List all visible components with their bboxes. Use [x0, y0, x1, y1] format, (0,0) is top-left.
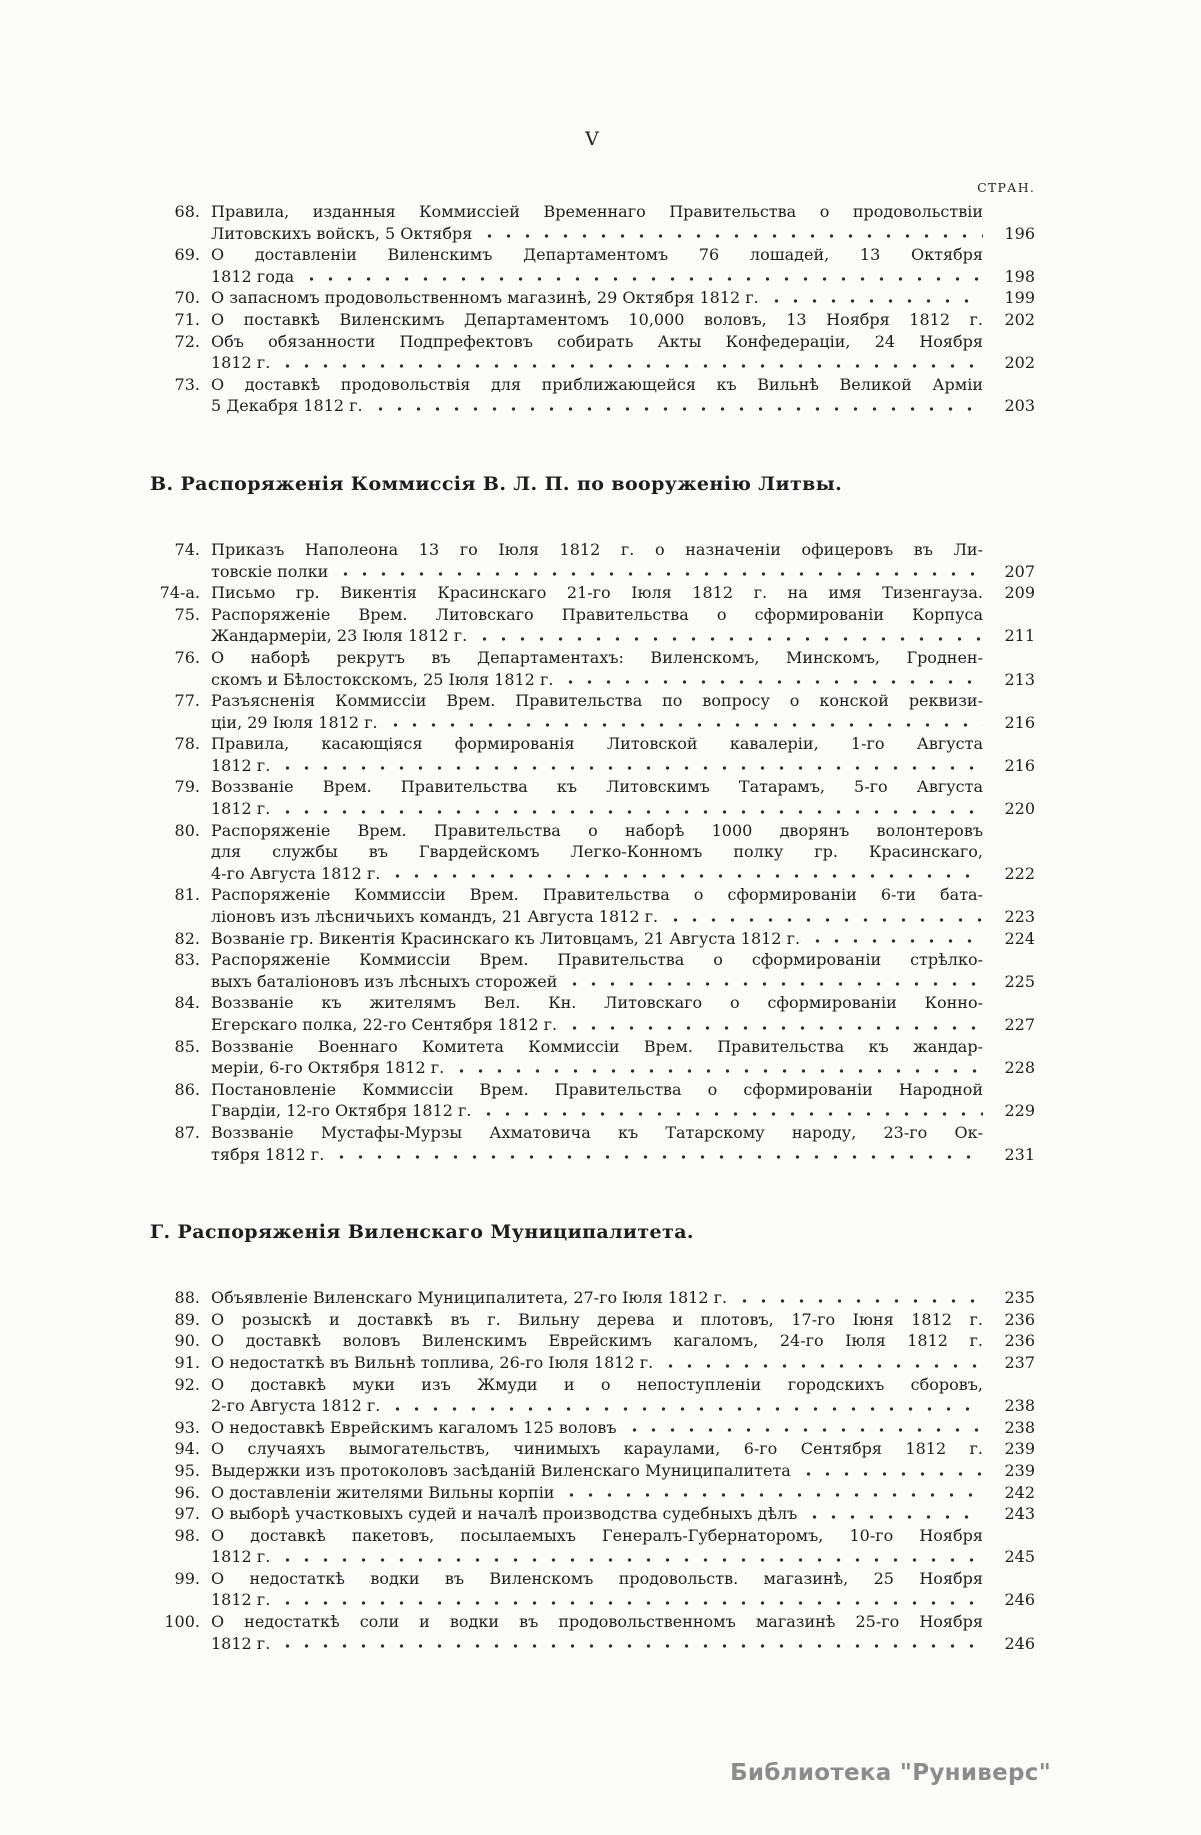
- entry-number: 68.: [174, 202, 200, 221]
- entry-text: [211, 1460, 983, 1482]
- entry-text: [211, 820, 983, 885]
- dot-leader: [270, 755, 983, 777]
- entry-line: [211, 1460, 983, 1482]
- page-column-header: СТРАН.: [977, 180, 1035, 195]
- toc-entry: [150, 1309, 1035, 1331]
- entry-page: 207: [1004, 561, 1035, 581]
- dot-leader: [727, 1287, 983, 1309]
- entry-page: 202: [1004, 353, 1035, 373]
- entry-page: 231: [1004, 1144, 1035, 1164]
- entry-page: 223: [1004, 907, 1035, 927]
- entry-text: [211, 539, 983, 582]
- entry-page: 229: [1004, 1101, 1035, 1121]
- toc-entry: [150, 539, 1035, 582]
- dot-leader: [471, 1100, 983, 1122]
- toc-entry: [150, 374, 1035, 417]
- entry-number: 69.: [174, 245, 200, 265]
- toc-entry: [150, 1438, 1035, 1460]
- entry-page: 198: [1004, 266, 1035, 286]
- toc-entry: [150, 1330, 1035, 1352]
- entry-line-text: Литовскихъ войскъ, 5 Октября: [211, 223, 473, 243]
- toc-entry: [150, 928, 1035, 950]
- entry-line: [211, 266, 983, 288]
- entry-page: 225: [1004, 971, 1035, 991]
- entry-text: [211, 374, 983, 417]
- entry-page: 237: [1004, 1352, 1035, 1372]
- entry-text: [211, 1568, 983, 1611]
- entry-line: О поставкѣ Виленскимъ Департаментомъ 10,000 воловъ, 13 Ноября 1812 г.: [211, 309, 983, 329]
- entry-line: О доставкѣ пакетовъ, посылаемыхъ Генералъ-Губернаторомъ, 10-го Ноября: [211, 1525, 983, 1545]
- toc-entry: [150, 604, 1035, 647]
- entry-page: 202: [1004, 309, 1035, 329]
- entry-page: 235: [1004, 1288, 1035, 1308]
- entry-text: [211, 604, 983, 647]
- entry-line: [211, 1100, 983, 1122]
- entry-text: [211, 1438, 983, 1460]
- entry-line-text: 1812 г.: [211, 353, 271, 373]
- entry-line: О доставленіи Виленскимъ Департаментомъ 76 лошадей, 13 Октября: [211, 245, 983, 265]
- entry-line: [211, 1287, 983, 1309]
- dot-leader: [554, 1482, 983, 1504]
- entry-text: [211, 331, 983, 374]
- entry-text: [211, 582, 983, 604]
- entry-page: 236: [1004, 1309, 1035, 1329]
- library-watermark: Библиотека "Руниверс": [730, 1760, 1051, 1786]
- entry-number: 95.: [174, 1460, 200, 1480]
- entry-page: 213: [1004, 669, 1035, 689]
- toc-entry: [150, 1503, 1035, 1525]
- entry-line-text: 1812 г.: [211, 799, 271, 819]
- entry-text: [211, 992, 983, 1035]
- entry-line-text: ціи, 29 Іюля 1812 г.: [211, 712, 378, 732]
- entry-line: [211, 1482, 983, 1504]
- dot-leader: [472, 223, 983, 245]
- entry-number: 94.: [174, 1439, 200, 1459]
- entry-text: [211, 884, 983, 927]
- dot-leader: [653, 1352, 983, 1374]
- entry-line: [211, 1546, 983, 1568]
- entry-text: [211, 244, 983, 287]
- entry-line: [211, 863, 983, 885]
- entry-line-text: 1812 г.: [211, 1590, 271, 1610]
- entry-line: Распоряженіе Коммиссіи Врем. Правительства о сформированіи 6-ти бата-: [211, 885, 983, 905]
- entry-number: 78.: [174, 734, 200, 754]
- entry-line: [211, 395, 983, 417]
- dot-leader: [378, 712, 983, 734]
- entry-text: [211, 1482, 983, 1504]
- dot-leader: [557, 1014, 983, 1036]
- entry-page: 246: [1004, 1590, 1035, 1610]
- entry-line: [211, 928, 983, 950]
- entry-line: Разъясненія Коммиссіи Врем. Правительства по вопросу о конской реквизи-: [211, 691, 983, 711]
- page-folio: V: [585, 128, 600, 150]
- dot-leader: [380, 1395, 983, 1417]
- entry-line-text: товскіе полки: [211, 561, 329, 581]
- dot-leader: [791, 1460, 983, 1482]
- entry-line: [211, 352, 983, 374]
- entry-page: 239: [1004, 1460, 1035, 1480]
- entry-number: 84.: [174, 993, 200, 1013]
- entry-line: Правила, изданныя Коммиссіей Временнаго Правительства о продовольствіи: [211, 202, 983, 221]
- toc-entry: [150, 201, 1035, 244]
- entry-line: Воззваніе Военнаго Комитета Коммиссіи Врем. Правительства къ жандар-: [211, 1036, 983, 1056]
- entry-text: [211, 1525, 983, 1568]
- entry-line: [211, 712, 983, 734]
- dot-leader: [294, 266, 983, 288]
- toc-entry: [150, 1568, 1035, 1611]
- entry-line-text: скомъ и Бѣлостокскомъ, 25 Іюля 1812 г.: [211, 669, 554, 689]
- entry-page: 228: [1004, 1058, 1035, 1078]
- entry-number: 74-а.: [159, 583, 200, 603]
- entry-line-text: 1812 г.: [211, 755, 271, 775]
- entry-line-text: Выдержки изъ протоколовъ засѣданій Виленскаго Муниципалитета: [211, 1460, 791, 1480]
- dot-leader: [328, 561, 983, 583]
- entry-number: 89.: [174, 1309, 200, 1329]
- entry-line: для службы въ Гвардейскомъ Легко-Конномъ полку гр. Красинскаго,: [211, 842, 983, 862]
- entry-number: 97.: [174, 1504, 200, 1524]
- entry-number: 81.: [174, 885, 200, 905]
- entry-line: [211, 755, 983, 777]
- dot-leader: [363, 395, 983, 417]
- entry-text: [211, 1352, 983, 1374]
- entry-number: 82.: [174, 928, 200, 948]
- dot-leader: [617, 1417, 983, 1439]
- entry-line-text: 4-го Августа 1812 г.: [211, 863, 381, 883]
- toc-entry: [150, 1482, 1035, 1504]
- toc-entry: [150, 647, 1035, 690]
- entry-page: 245: [1004, 1547, 1035, 1567]
- entry-text: [211, 287, 983, 309]
- entry-line-text: О недоставкѣ Еврейскимъ кагаломъ 125 воловъ: [211, 1417, 617, 1437]
- entry-page: 238: [1004, 1417, 1035, 1437]
- toc-entry: [150, 244, 1035, 287]
- entry-number: 93.: [174, 1417, 200, 1437]
- toc-entry: [150, 309, 1035, 331]
- entry-number: 74.: [174, 539, 200, 559]
- section-heading: В. Распоряженія Коммиссія В. Л. П. по вооруженію Литвы.: [150, 472, 843, 495]
- entry-line: О доставкѣ муки изъ Жмуди и о непоступленіи городскихъ сборовъ,: [211, 1374, 983, 1394]
- entry-line: О недостаткѣ соли и водки въ продовольственномъ магазинѣ 25-го Ноября: [211, 1612, 983, 1632]
- toc-entry: [150, 992, 1035, 1035]
- entry-text: [211, 690, 983, 733]
- dot-leader: [270, 352, 983, 374]
- entry-page: 222: [1004, 863, 1035, 883]
- entry-line: О розыскѣ и доставкѣ въ г. Вильну дерева и плотовъ, 17-го Іюня 1812 г.: [211, 1309, 983, 1329]
- entry-line: [211, 1144, 983, 1166]
- dot-leader: [797, 1503, 983, 1525]
- dot-leader: [444, 1057, 983, 1079]
- entry-line: Постановленіе Коммиссіи Врем. Правительства о сформированіи Народной: [211, 1079, 983, 1099]
- entry-line: О доставкѣ продовольствія для приближающейся къ Вильнѣ Великой Арміи: [211, 374, 983, 394]
- entry-text: [211, 1079, 983, 1122]
- entry-line-text: Объявленіе Виленскаго Муниципалитета, 27-го Іюля 1812 г.: [211, 1288, 728, 1308]
- entry-number: 77.: [174, 691, 200, 711]
- toc-entry: [150, 1417, 1035, 1439]
- entry-line: Объ обязанности Подпрефектовъ собирать Акты Конфедераціи, 24 Ноября: [211, 331, 983, 351]
- toc-entry: [150, 733, 1035, 776]
- entry-line: [211, 287, 983, 309]
- dot-leader: [553, 669, 983, 691]
- entry-line-text: 2-го Августа 1812 г.: [211, 1396, 381, 1416]
- entry-number: 86.: [174, 1079, 200, 1099]
- entry-line: [211, 971, 983, 993]
- toc-entry: [150, 820, 1035, 885]
- entry-page: 203: [1004, 396, 1035, 416]
- entry-number: 85.: [174, 1036, 200, 1056]
- entry-line: О наборѣ рекрутъ въ Департаментахъ: Виленскомъ, Минскомъ, Гроднен-: [211, 647, 983, 667]
- entry-line-text: меріи, 6-го Октября 1812 г.: [211, 1058, 445, 1078]
- toc-entry: [150, 690, 1035, 733]
- entry-text: [211, 1374, 983, 1417]
- entry-line-text: О недостаткѣ въ Вильнѣ топлива, 26-го Іюля 1812 г.: [211, 1352, 654, 1372]
- entry-text: [211, 776, 983, 819]
- entry-page: 243: [1004, 1504, 1035, 1524]
- entry-page: 209: [1004, 583, 1035, 603]
- entries-list: [150, 539, 1035, 1165]
- entry-text: [211, 1330, 983, 1352]
- entry-page: 211: [1004, 626, 1035, 646]
- entry-page: 199: [1004, 288, 1035, 308]
- entry-page: 246: [1004, 1633, 1035, 1653]
- entry-number: 76.: [174, 647, 200, 667]
- entry-line: [211, 1352, 983, 1374]
- entry-line-text: 1812 г.: [211, 1633, 271, 1653]
- entry-line: [211, 798, 983, 820]
- entry-line: Воззваніе къ жителямъ Вел. Кн. Литовскаго о сформированіи Конно-: [211, 993, 983, 1013]
- toc-entry: [150, 1460, 1035, 1482]
- dot-leader: [270, 1633, 983, 1655]
- entry-text: [211, 309, 983, 331]
- entry-line-text: 1812 года: [211, 266, 295, 286]
- entry-line: [211, 1503, 983, 1525]
- entry-line-text: 5 Декабря 1812 г.: [211, 396, 363, 416]
- entry-line: [211, 223, 983, 245]
- entry-line: [211, 625, 983, 647]
- entry-text: [211, 1309, 983, 1331]
- entries-list: [150, 1287, 1035, 1654]
- entry-text: [211, 647, 983, 690]
- entry-number: 70.: [174, 288, 200, 308]
- toc-entry: [150, 884, 1035, 927]
- entry-line: [211, 1417, 983, 1439]
- toc: [150, 201, 1035, 1654]
- entry-number: 91.: [174, 1352, 200, 1372]
- entry-line: [211, 1589, 983, 1611]
- entry-line: [211, 1395, 983, 1417]
- toc-entry: [150, 949, 1035, 992]
- entry-line: [211, 906, 983, 928]
- entry-text: [211, 928, 983, 950]
- entry-text: [211, 949, 983, 992]
- entry-number: 88.: [174, 1288, 200, 1308]
- entry-line-text: 1812 г.: [211, 1547, 271, 1567]
- entry-number: 99.: [174, 1568, 200, 1588]
- section-heading: Г. Распоряженія Виленскаго Муниципалитета.: [150, 1221, 694, 1244]
- entry-line: [211, 1057, 983, 1079]
- entry-line-text: ліоновъ изъ лѣсничьихъ командъ, 21 Августа 1812 г.: [211, 907, 659, 927]
- entry-number: 72.: [174, 331, 200, 351]
- entry-page: 242: [1004, 1482, 1035, 1502]
- toc-entry: [150, 331, 1035, 374]
- entries-list: [150, 201, 1035, 417]
- entry-line: Распоряженіе Врем. Правительства о наборѣ 1000 дворянъ волонтеровъ: [211, 820, 983, 840]
- dot-leader: [800, 928, 983, 950]
- dot-leader: [759, 287, 983, 309]
- entry-line: О недостаткѣ водки въ Виленскомъ продовольств. магазинѣ, 25 Ноября: [211, 1568, 983, 1588]
- entry-number: 71.: [174, 309, 200, 329]
- dot-leader: [380, 863, 983, 885]
- entry-line-text: О доставленіи жителями Вильны корпіи: [211, 1482, 555, 1502]
- entry-text: [211, 1503, 983, 1525]
- entry-page: 216: [1004, 712, 1035, 732]
- entry-text: [211, 1036, 983, 1079]
- dot-leader: [557, 971, 983, 993]
- entry-text: [211, 1611, 983, 1654]
- toc-entry: [150, 1122, 1035, 1165]
- toc-entry: [150, 1352, 1035, 1374]
- toc-entry: [150, 1036, 1035, 1079]
- entry-text: [211, 201, 983, 244]
- entry-line-text: Жандармеріи, 23 Іюля 1812 г.: [211, 626, 468, 646]
- entry-page: 227: [1004, 1015, 1035, 1034]
- entry-line: Распоряженіе Коммиссіи Врем. Правительства о сформированіи стрѣлко-: [211, 950, 983, 970]
- entry-line: [211, 669, 983, 691]
- entry-page: 236: [1004, 1331, 1035, 1351]
- entry-line: Воззваніе Врем. Правительства къ Литовскимъ Татарамъ, 5-го Августа: [211, 777, 983, 797]
- entry-line: Воззваніе Мустафы-Мурзы Ахматовича къ Татарскому народу, 23-го Ок-: [211, 1122, 983, 1142]
- toc-entry: [150, 1287, 1035, 1309]
- entry-text: [211, 1122, 983, 1165]
- dot-leader: [324, 1144, 983, 1166]
- entry-number: 87.: [174, 1122, 200, 1142]
- entry-number: 83.: [174, 950, 200, 970]
- entry-line: [211, 1014, 983, 1036]
- entry-text: [211, 733, 983, 776]
- toc-entry: [150, 1525, 1035, 1568]
- entry-number: 73.: [174, 374, 200, 394]
- entry-line-text: О выборѣ участковыхъ судей и началѣ производства судебныхъ дѣлъ: [211, 1504, 798, 1524]
- entry-number: 79.: [174, 777, 200, 797]
- entry-line: Письмо гр. Викентія Красинскаго 21-го Іюля 1812 г. на имя Тизенгауза.: [211, 583, 983, 603]
- entry-page: 238: [1004, 1396, 1035, 1416]
- toc-entry: [150, 1611, 1035, 1654]
- toc-entry: [150, 1374, 1035, 1417]
- dot-leader: [270, 1589, 983, 1611]
- entry-text: [211, 1287, 983, 1309]
- toc-entry: [150, 1079, 1035, 1122]
- entry-number: 96.: [174, 1482, 200, 1502]
- entry-line: Приказъ Наполеона 13 го Іюля 1812 г. о назначеніи офицеровъ въ Ли-: [211, 539, 983, 559]
- entry-page: 224: [1004, 928, 1035, 948]
- entry-line-text: О запасномъ продовольственномъ магазинѣ, 29 Октября 1812 г.: [211, 288, 759, 308]
- entry-line-text: Егерскаго полка, 22-го Сентября 1812 г.: [211, 1015, 558, 1034]
- entry-line-text: тября 1812 г.: [211, 1144, 325, 1164]
- entry-line: О доставкѣ воловъ Виленскимъ Еврейскимъ кагаломъ, 24-го Іюля 1812 г.: [211, 1331, 983, 1351]
- entry-line-text: Возваніе гр. Викентія Красинскаго къ Литовцамъ, 21 Августа 1812 г.: [211, 928, 801, 948]
- entry-number: 75.: [174, 604, 200, 624]
- entry-line: [211, 1633, 983, 1655]
- entry-number: 80.: [174, 820, 200, 840]
- entry-line: Правила, касающіяся формированія Литовской кавалеріи, 1-го Августа: [211, 734, 983, 754]
- toc-entry: [150, 287, 1035, 309]
- toc-entry: [150, 582, 1035, 604]
- dot-leader: [467, 625, 983, 647]
- dot-leader: [658, 906, 983, 928]
- entry-number: 98.: [174, 1525, 200, 1545]
- entry-text: [211, 1417, 983, 1439]
- toc-entry: [150, 776, 1035, 819]
- entry-page: 216: [1004, 755, 1035, 775]
- entry-line: [211, 561, 983, 583]
- dot-leader: [270, 798, 983, 820]
- entry-number: 90.: [174, 1331, 200, 1351]
- entry-number: 92.: [174, 1374, 200, 1394]
- entry-line-text: Гвардіи, 12-го Октября 1812 г.: [211, 1101, 472, 1121]
- entry-page: 220: [1004, 799, 1035, 819]
- dot-leader: [270, 1546, 983, 1568]
- entry-line-text: выхъ баталіоновъ изъ лѣсныхъ сторожей: [211, 971, 558, 991]
- entry-number: 100.: [164, 1612, 200, 1632]
- entry-page: 196: [1004, 223, 1035, 243]
- entry-line: Распоряженіе Врем. Литовскаго Правительства о сформированіи Корпуса: [211, 604, 983, 624]
- entry-line: О случаяхъ вымогательствъ, чинимыхъ караулами, 6-го Сентября 1812 г.: [211, 1439, 983, 1459]
- entry-page: 239: [1004, 1439, 1035, 1459]
